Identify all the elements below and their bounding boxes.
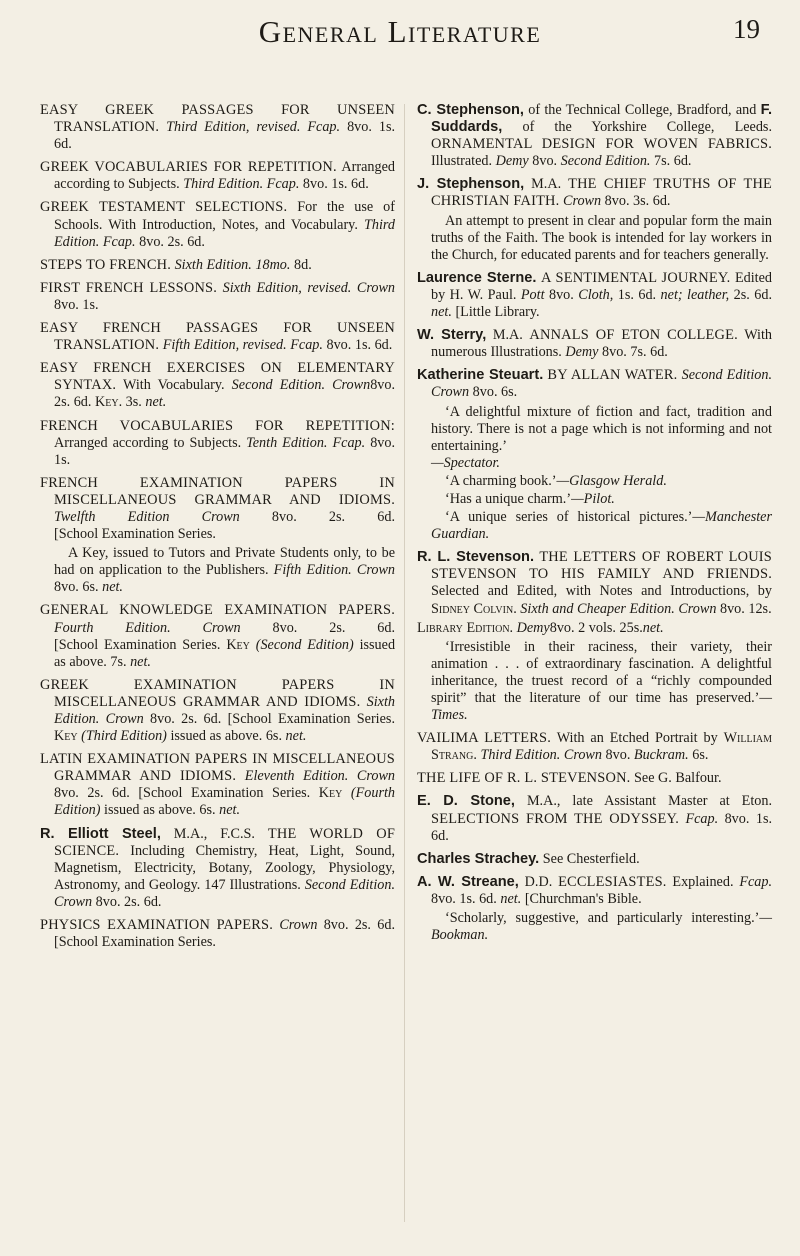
entry-text: THE CHIEF TRUTHS OF THE CHRISTIAN FAITH. [431, 176, 773, 210]
list-item [40, 418, 395, 469]
entry-text: 1s. 6d. [354, 337, 393, 354]
entry-text: 6s. [199, 802, 216, 819]
list-item [40, 159, 395, 193]
entry-text: Third Edition, revised. [166, 119, 301, 136]
entry-text: Third Edition. [54, 216, 395, 250]
entry-text: William Strang. [431, 730, 773, 764]
entry-text: Cloth, [578, 286, 614, 303]
entry-text: Crown [356, 768, 396, 785]
entry-text: With numerous Illustrations. [431, 327, 773, 361]
entry-text: 18mo. [255, 256, 291, 273]
entry-text: net. [145, 394, 167, 411]
entry-text: See Chesterfield. [542, 850, 640, 867]
entry-text: Second Edition. [231, 377, 326, 394]
entry-text: Eleventh Edition. [244, 768, 349, 785]
entry-text: 8vo. [724, 810, 750, 827]
entry-text: 2s. 6d. [167, 233, 205, 250]
entry-text: FRENCH VOCABULARIES FOR REPETITION: [40, 417, 395, 434]
entry-text: THE WORLD OF SCIENCE. [54, 825, 396, 859]
entry-text: 8vo. [719, 600, 745, 617]
author-name: F. Suddards, [431, 102, 773, 136]
list-item [417, 102, 772, 170]
entry-text: Second Edition. [681, 367, 773, 384]
list-item [40, 280, 395, 314]
entry-text: Tenth Edition. [246, 434, 328, 451]
entry-text: net. [102, 579, 123, 596]
list-item [417, 549, 772, 724]
entry-text: Crown [563, 193, 602, 210]
entry-text: Crown [356, 562, 395, 579]
author-name: R. L. Stevenson. [417, 549, 535, 566]
right-column [417, 102, 772, 950]
entry-text: Fcap. [266, 176, 300, 193]
entry-text: Crown [54, 893, 93, 910]
entry-text: 7s. 6d. [630, 344, 668, 361]
entry-text: ECCLESIASTES. [558, 873, 667, 890]
author-name: C. Stephenson, [417, 102, 524, 118]
entry-text: With Vocabulary. [123, 377, 225, 394]
entry-text: —Bookman. [431, 910, 772, 944]
entry-text: GREEK EXAMINATION PAPERS IN MISCELLANEOUS GRAMMAR AND IDIOMS. [40, 676, 395, 710]
entry-text: 1s. [82, 296, 99, 313]
list-item [417, 851, 772, 868]
entry-text: Crown [201, 508, 240, 525]
entry-text: issued as above. [54, 636, 396, 670]
entry-text: Demy [565, 344, 599, 361]
list-item [417, 770, 772, 787]
entry-text: Fcap. [332, 434, 366, 451]
entry-text: Fcap. [739, 873, 773, 890]
list-item [417, 327, 772, 361]
entry-text: Fifth Edition, revised. [162, 337, 287, 354]
entry-text: Arranged according to Subjects. [54, 434, 242, 451]
entry-text: GREEK TESTAMENT SELECTIONS. [40, 199, 288, 216]
entry-text: THE LIFE OF R. L. STEVENSON. [417, 770, 631, 787]
entry-text: net. [642, 619, 664, 636]
list-item [40, 320, 395, 354]
list-item [417, 793, 772, 844]
page-title: General Literature [258, 14, 542, 49]
entry-text: Crown [431, 384, 470, 401]
entry-text: With an Etched Portrait by [556, 730, 718, 747]
entry-text: BY ALLAN WATER. [547, 367, 678, 384]
entry-text: of the Technical College, Bradford, and [528, 102, 757, 118]
entry-text: M.A., F.C.S. [173, 825, 255, 842]
entry-text: M.A., late Assistant Master at Eton. [526, 793, 773, 810]
entry-text: 8vo. [54, 579, 79, 596]
entry-text: ‘A unique series of historical pictures.’ [445, 509, 693, 526]
entry-text: [School Examination Series. [54, 636, 221, 653]
list-item [40, 257, 395, 274]
list-item [417, 730, 772, 764]
entry-text: 8vo. [95, 893, 121, 910]
entry-text: Explained. [672, 873, 734, 890]
entry-text: A Key, issued to Tutors and Private Students only, to be had on application to the Publishers. [54, 545, 395, 579]
entry-text: Second Edition. [304, 876, 396, 893]
entry-text: Third Edition. [480, 747, 561, 764]
entry-text: Third Edition. [183, 176, 264, 193]
entry-text: —Times. [431, 690, 772, 724]
entry-text: Demy [516, 619, 550, 636]
entry-text: ANNALS OF ETON COLLEGE. [529, 327, 738, 344]
entry-text: 1s. 6d. [54, 119, 396, 153]
entry-text: Edited by H. W. Paul. [431, 269, 773, 303]
list-item [40, 826, 395, 911]
entry-text: 6s. [265, 728, 282, 745]
entry-text: 25s. [619, 619, 643, 636]
entry-text: 8vo. [548, 286, 574, 303]
entry-text: Including Chemistry, Heat, Light, Sound, Magnetism, Electricity, Botany, Zoology, Physiology, Astronomy, and Geology. 147 Illustrations. [54, 842, 395, 893]
entry-text: 8vo. [150, 711, 175, 727]
entry-text: 2 vols. [578, 619, 616, 636]
list-item [40, 677, 395, 745]
entry-text: Crown [202, 619, 241, 636]
entry-text: STEPS TO FRENCH. [40, 256, 172, 273]
entry-text: 2s. 6d. [124, 893, 162, 910]
entry-text: 6s. [501, 384, 518, 401]
entry-text: Fcap. [102, 233, 136, 250]
entry-text: 6s. [82, 579, 99, 596]
entry-text: Crown [356, 279, 396, 296]
entry-text: Fcap. [290, 337, 323, 354]
entry-text: 8vo. [604, 193, 630, 210]
entry-text: GREEK VOCABULARIES FOR REPETITION. [40, 159, 337, 176]
entry-text: Sixth and Cheaper Edition. [520, 600, 675, 617]
entry-text: SELECTIONS FROM THE ODYSSEY. [431, 810, 679, 827]
entry-text: issued as above. [170, 728, 263, 745]
entry-text: FRENCH EXAMINATION PAPERS IN MISCELLANEOUS GRAMMAR AND IDIOMS. [40, 474, 395, 508]
entry-text: Key [54, 728, 78, 745]
entry-text: —Manchester Guardian. [431, 509, 772, 543]
entry-text: (Third Edition) [81, 728, 167, 745]
entry-text: Arranged according to Subjects. [54, 159, 395, 193]
entry-text: A SENTIMENTAL JOURNEY. [540, 269, 731, 286]
entry-text: 8vo. [472, 384, 498, 401]
list-item [417, 176, 772, 263]
entry-text: M.A. [492, 327, 523, 344]
entry-text: 3s. [125, 394, 142, 411]
list-item [40, 102, 395, 153]
entry-text: leather, [687, 286, 730, 303]
entry-text: 2s. 6d. [329, 619, 396, 636]
entry-text: 8vo. [602, 344, 627, 361]
entry-text: (Fourth Edition) [54, 785, 396, 819]
author-name: Charles Strachey. [417, 850, 540, 867]
entry-text: 1s. 6d. [431, 810, 773, 844]
entry-text: 6s. [692, 747, 709, 764]
entry-text: 2s. 6d. [354, 917, 395, 934]
entry-text: LATIN EXAMINATION PAPERS IN MISCELLANEOUS GRAMMAR AND IDIOMS. [40, 751, 395, 785]
column-divider [404, 104, 405, 1222]
entry-text: Key [226, 636, 250, 653]
entry-text: 8vo. [271, 508, 297, 525]
entry-text: Sixth Edition. [174, 256, 252, 273]
entry-text: Buckram. [633, 747, 689, 764]
entry-text: Crown [563, 747, 602, 764]
list-item [40, 199, 395, 250]
entry-text: 2s. 6d. [87, 785, 130, 802]
entry-text: 3s. 6d. [633, 193, 671, 210]
entry-text: net. [130, 653, 151, 670]
entry-text: ORNAMENTAL DESIGN FOR WOVEN FABRICS. [431, 136, 772, 153]
page-number: 19 [733, 14, 760, 44]
entry-text: Fourth Edition. [54, 619, 171, 636]
entry-text: 8vo. [54, 296, 79, 313]
entry-text: 8vo. [431, 890, 456, 907]
entry-text: —Glasgow Herald. [556, 472, 667, 489]
entry-text: of the Yorkshire College, Leeds. [522, 119, 772, 136]
entry-text: For the use of Schools. With Introduction, Notes, and Vocabulary. [54, 199, 395, 233]
entry-text: (Second Edition) [255, 636, 354, 653]
list-item [40, 602, 395, 670]
entry-text: ‘Irresistible in their raciness, their variety, their animation . . . of extraordinary fascination. A delightful inheritance, the truest record of a “richly compounded spirit” that the literature of our time has preserved.’ [431, 638, 772, 706]
entry-text: net. [431, 304, 452, 321]
entry-text: Fcap. [307, 119, 341, 136]
entry-text: Sixth Edition. [54, 693, 396, 727]
entry-text: Selected and Edited, with Notes and Introductions, by [431, 583, 772, 600]
entry-text: 8vo. [370, 377, 396, 394]
entry-text: [School Examination Series. [227, 711, 395, 727]
entry-text: 8vo. [54, 785, 79, 802]
entry-text: EASY FRENCH PASSAGES FOR UNSEEN TRANSLATION. [40, 320, 395, 354]
entry-text: THE LETTERS OF ROBERT LOUIS STEVENSON TO HIS FAMILY AND FRIENDS. [431, 549, 773, 583]
entry-text: ‘A charming book.’ [445, 472, 557, 489]
entry-text: 8vo. [370, 434, 396, 451]
entry-text: [Churchman's Bible. [524, 890, 642, 907]
list-item [417, 367, 772, 543]
entry-text: 8vo. [139, 233, 164, 250]
author-name: E. D. Stone, [417, 793, 515, 810]
author-name: A. W. Streane, [417, 873, 519, 890]
entry-text: 2s. 6d. [328, 508, 395, 525]
entry-text: Crown [279, 917, 318, 934]
entry-text: 7s. [110, 653, 127, 670]
entry-text: 8vo. [326, 337, 352, 354]
entry-text: 8vo. [347, 119, 372, 136]
author-name: J. Stephenson, [417, 176, 525, 193]
entry-text: Demy [495, 153, 529, 170]
entry-text: [School Examination Series. [138, 785, 311, 802]
entry-text: Fifth Edition. [273, 562, 352, 579]
author-name: Laurence Sterne. [417, 269, 537, 286]
entry-text: 2s. 6d. [181, 711, 222, 727]
entry-text: 2s. 6d. [733, 286, 772, 303]
list-item [417, 270, 772, 321]
entry-text: Sixth Edition, revised. [222, 279, 352, 296]
entry-text: 2s. 6d. [54, 394, 92, 411]
entry-text: [School Examination Series. [54, 526, 216, 543]
entry-text: ‘Has a unique charm.’ [445, 490, 572, 507]
entry-text: Crown [678, 600, 717, 617]
entry-text: net. [285, 728, 307, 745]
list-item [40, 751, 395, 819]
entry-text: net. [500, 890, 522, 907]
entry-text: net. [219, 802, 241, 819]
entry-text: 8d. [294, 256, 312, 273]
list-item [40, 475, 395, 597]
entry-text: 8vo. [532, 153, 558, 170]
entry-text: [Little Library. [455, 304, 540, 321]
entry-text: 8vo. [272, 619, 298, 636]
entry-text: M.A. [531, 176, 562, 193]
entry-text: Pott [520, 286, 545, 303]
author-name: W. Sterry, [417, 327, 487, 344]
entry-text: PHYSICS EXAMINATION PAPERS. [40, 917, 274, 934]
entry-text: net; [660, 286, 683, 303]
entry-text: 8vo. [323, 917, 349, 934]
entry-text: ‘A delightful mixture of fiction and fact, tradition and history. There is not a page which is not informing and not entertaining.’ [431, 403, 772, 454]
entry-text: See G. Balfour. [634, 770, 722, 787]
entry-text: 1s. 6d. [617, 286, 657, 303]
entry-text: Fcap. [685, 810, 719, 827]
entry-text: Second Edition. [560, 153, 651, 170]
entry-text: —Spectator. [431, 454, 500, 471]
entry-text: issued as above. [104, 802, 196, 819]
entry-text: EASY FRENCH EXERCISES ON ELEMENTARY SYNTAX. [40, 360, 395, 394]
entry-text: Library Edition. [417, 619, 514, 636]
entry-text: 8vo. [302, 176, 328, 193]
entry-text: Key [318, 785, 343, 802]
entry-text: GENERAL KNOWLEDGE EXAMINATION PAPERS. [40, 602, 395, 619]
entry-text: An attempt to present in clear and popular form the main truths of the Faith. The book is intended for lay workers in the Church, for educated parents and for teachers generally. [431, 212, 772, 263]
entry-text: ‘Scholarly, suggestive, and particularly interesting.’ [445, 910, 760, 927]
entry-text: 1s. [54, 451, 71, 468]
entry-text: Key. [95, 394, 123, 411]
author-name: R. Elliott Steel, [40, 825, 161, 842]
entry-text: VAILIMA LETTERS. [417, 730, 552, 747]
entry-text: Crown [332, 377, 371, 394]
list-item [417, 874, 772, 944]
left-column [40, 102, 395, 957]
entry-text: [School Examination Series. [54, 934, 216, 951]
entry-text: —Pilot. [571, 490, 615, 507]
list-item [40, 917, 395, 951]
entry-text: Sidney Colvin. [431, 600, 517, 617]
entry-text: 1s. 6d. [459, 890, 497, 907]
entry-text: 8vo. [549, 619, 575, 636]
author-name: Katherine Steuart. [417, 367, 544, 384]
running-head [40, 14, 760, 58]
entry-text: FIRST FRENCH LESSONS. [40, 279, 218, 296]
entry-text: EASY GREEK PASSAGES FOR UNSEEN TRANSLATION. [40, 102, 395, 136]
entry-text: Crown [105, 711, 144, 727]
list-item [40, 360, 395, 411]
entry-text: Illustrated. [431, 153, 493, 170]
entry-text: 12s. [748, 600, 772, 617]
entry-text: Twelfth Edition [54, 508, 170, 525]
entry-text: D.D. [524, 873, 553, 890]
entry-text: 1s. 6d. [331, 176, 369, 193]
entry-text: 7s. 6d. [654, 153, 692, 170]
entry-text: 8vo. [605, 747, 631, 764]
